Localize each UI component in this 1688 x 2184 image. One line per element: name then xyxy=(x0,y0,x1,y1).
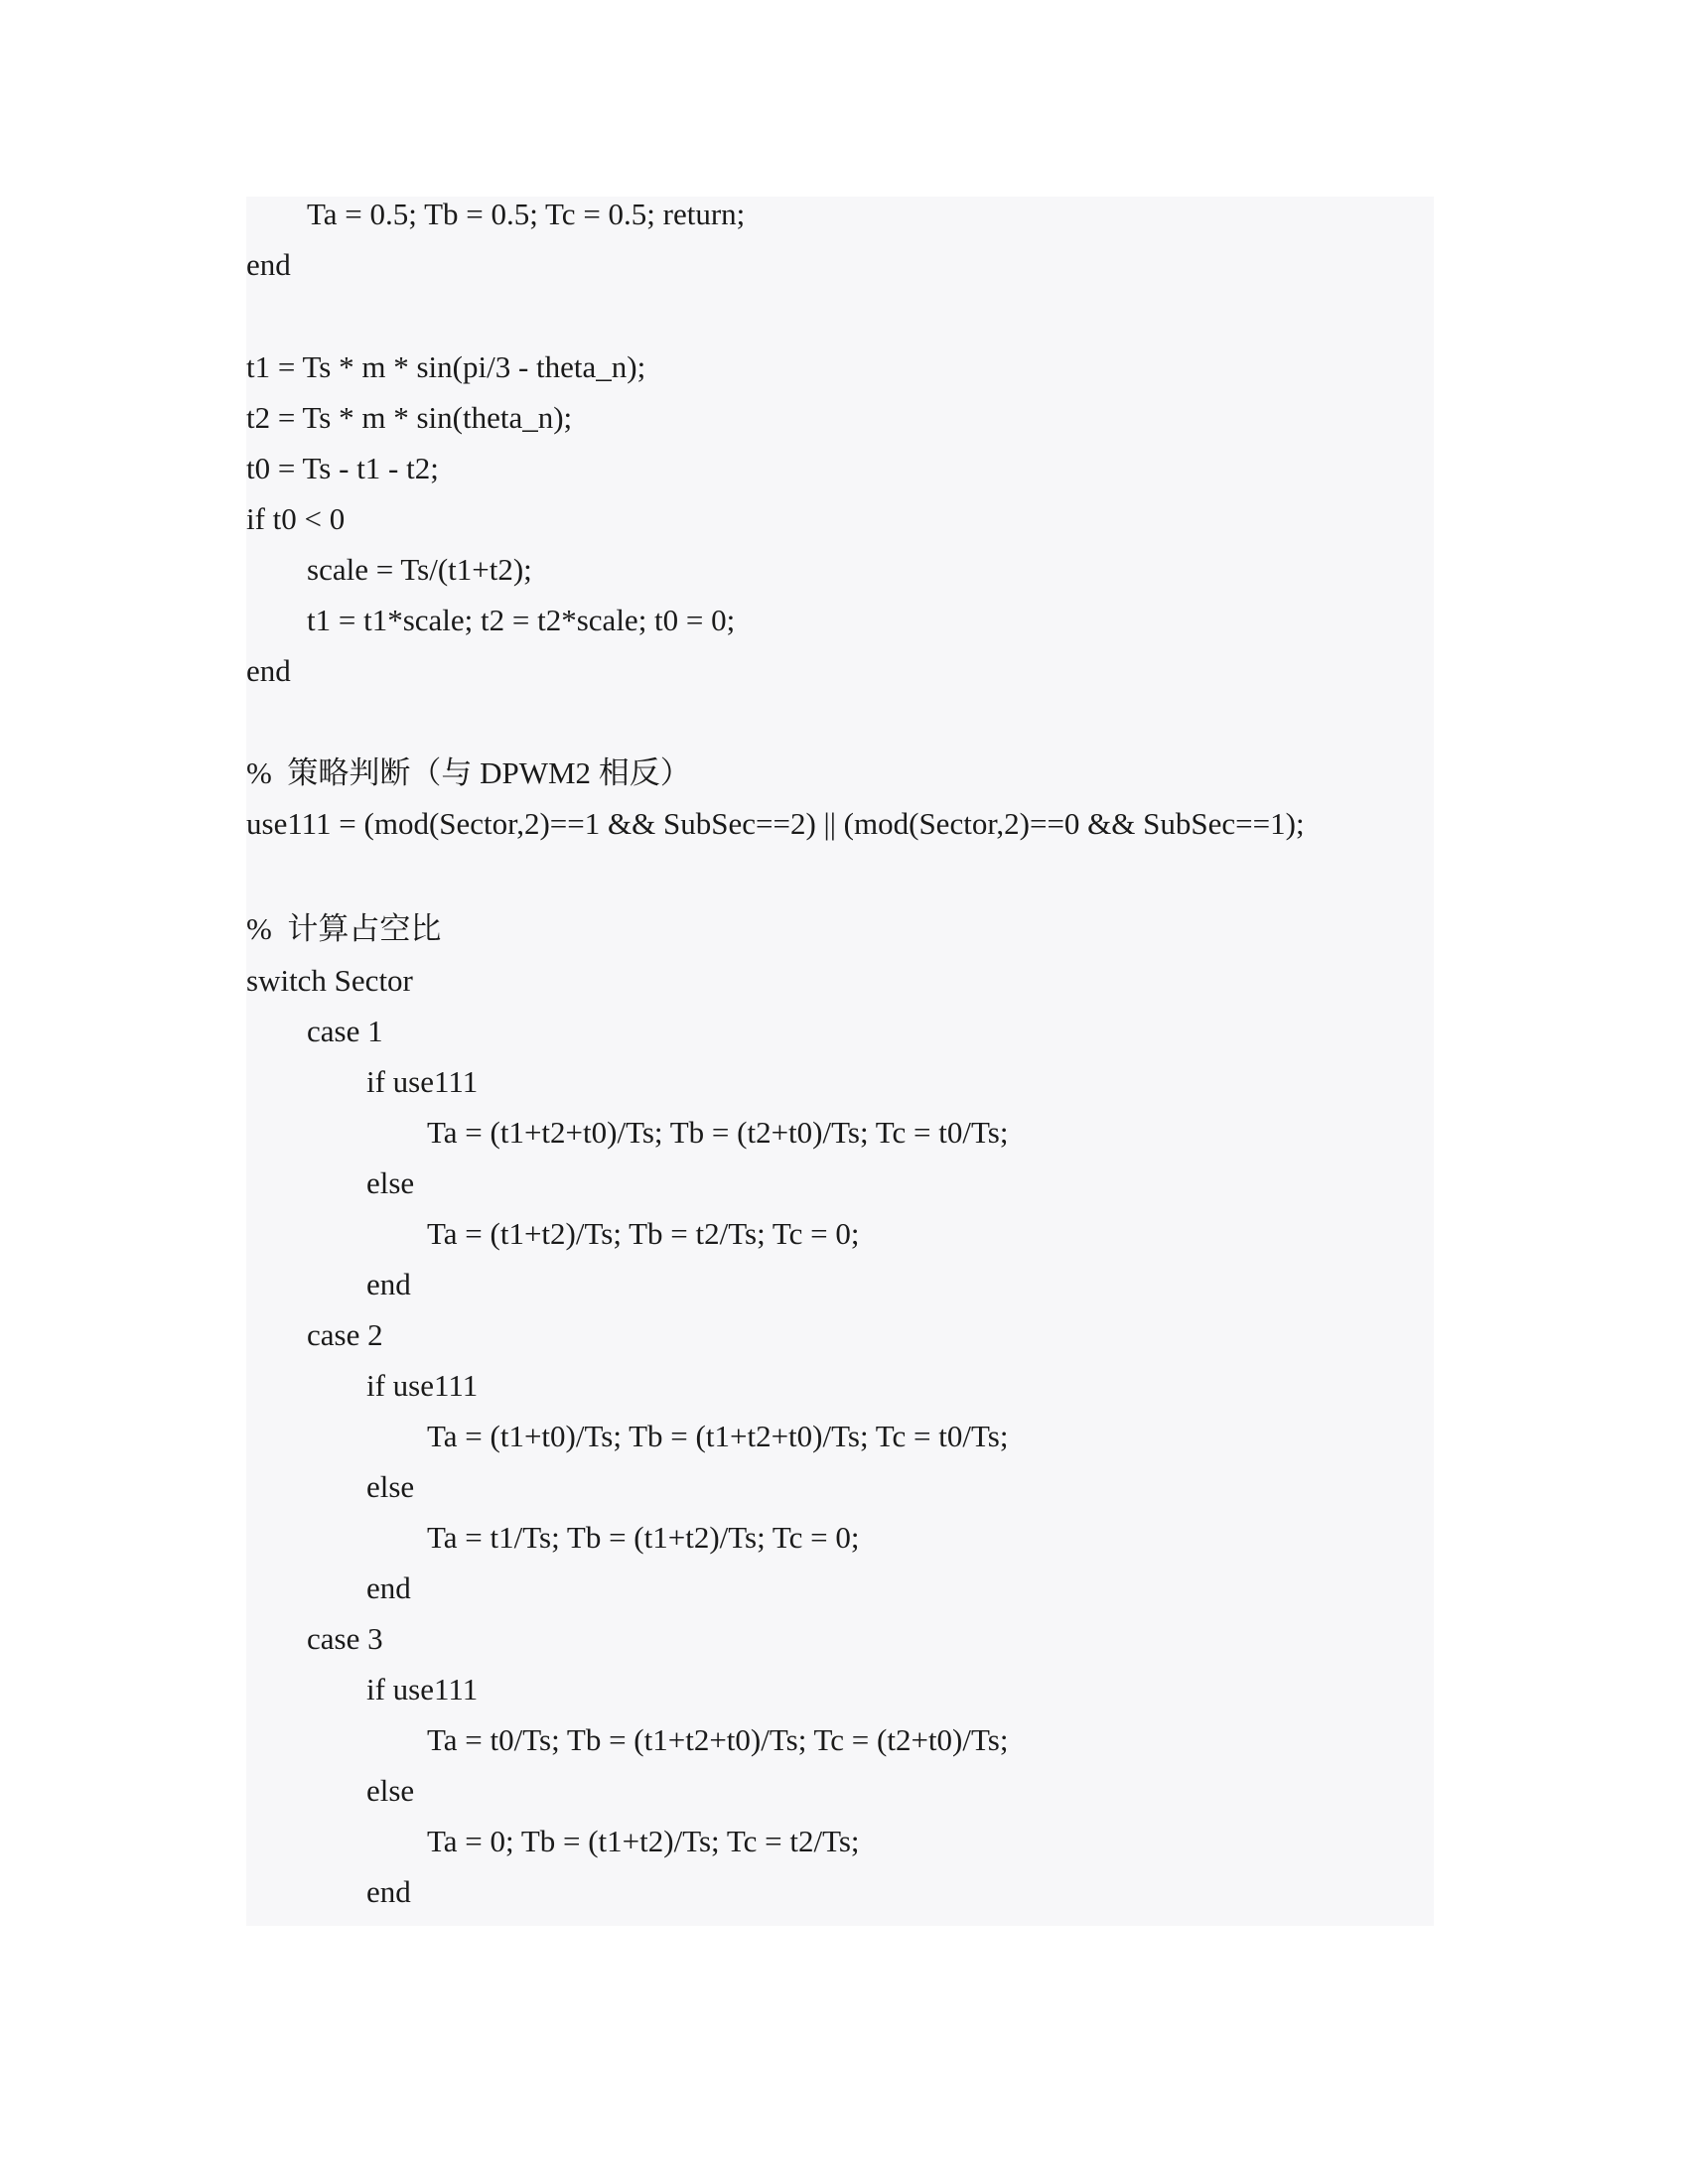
code-line: Ta = (t1+t2+t0)/Ts; Tb = (t2+t0)/Ts; Tc = t0/Ts; xyxy=(427,1115,1009,1150)
code-line: scale = Ts/(t1+t2); xyxy=(307,552,532,587)
code-line: else xyxy=(366,1469,415,1504)
code-line: t0 = Ts - t1 - t2; xyxy=(246,451,439,485)
code-line: Ta = t0/Ts; Tb = (t1+t2+t0)/Ts; Tc = (t2+t0)/Ts; xyxy=(427,1722,1009,1757)
code-line: t2 = Ts * m * sin(theta_n); xyxy=(246,400,573,435)
code-line: end xyxy=(366,1874,411,1909)
code-comment: % 计算占空比 xyxy=(246,911,442,946)
code-line: case 2 xyxy=(307,1317,383,1352)
code-line: end xyxy=(246,653,291,688)
code-block xyxy=(246,197,1434,1926)
code-line: end xyxy=(366,1267,411,1301)
code-line: switch Sector xyxy=(246,963,413,998)
code-line: else xyxy=(366,1773,415,1808)
code-line: Ta = 0.5; Tb = 0.5; Tc = 0.5; return; xyxy=(307,197,746,231)
code-line: Ta = t1/Ts; Tb = (t1+t2)/Ts; Tc = 0; xyxy=(427,1520,860,1555)
code-line: case 3 xyxy=(307,1621,383,1656)
code-line: t1 = Ts * m * sin(pi/3 - theta_n); xyxy=(246,349,646,384)
code-comment: % 策略判断（与 DPWM2 相反） xyxy=(246,755,691,790)
code-line: Ta = (t1+t0)/Ts; Tb = (t1+t2+t0)/Ts; Tc = t0/Ts; xyxy=(427,1419,1009,1453)
code-line: use111 = (mod(Sector,2)==1 && SubSec==2) || (mod(Sector,2)==0 && SubSec==1); xyxy=(246,806,1305,841)
code-line: if t0 < 0 xyxy=(246,501,346,536)
code-line: case 1 xyxy=(307,1014,383,1048)
code-line: end xyxy=(366,1570,411,1605)
code-line: t1 = t1*scale; t2 = t2*scale; t0 = 0; xyxy=(307,603,736,637)
code-line: if use111 xyxy=(366,1064,479,1099)
code-line: if use111 xyxy=(366,1672,479,1706)
code-line: if use111 xyxy=(366,1368,479,1403)
code-line: Ta = (t1+t2)/Ts; Tb = t2/Ts; Tc = 0; xyxy=(427,1216,860,1251)
code-line: else xyxy=(366,1165,415,1200)
code-line: Ta = 0; Tb = (t1+t2)/Ts; Tc = t2/Ts; xyxy=(427,1824,860,1858)
code-line: end xyxy=(246,247,291,282)
